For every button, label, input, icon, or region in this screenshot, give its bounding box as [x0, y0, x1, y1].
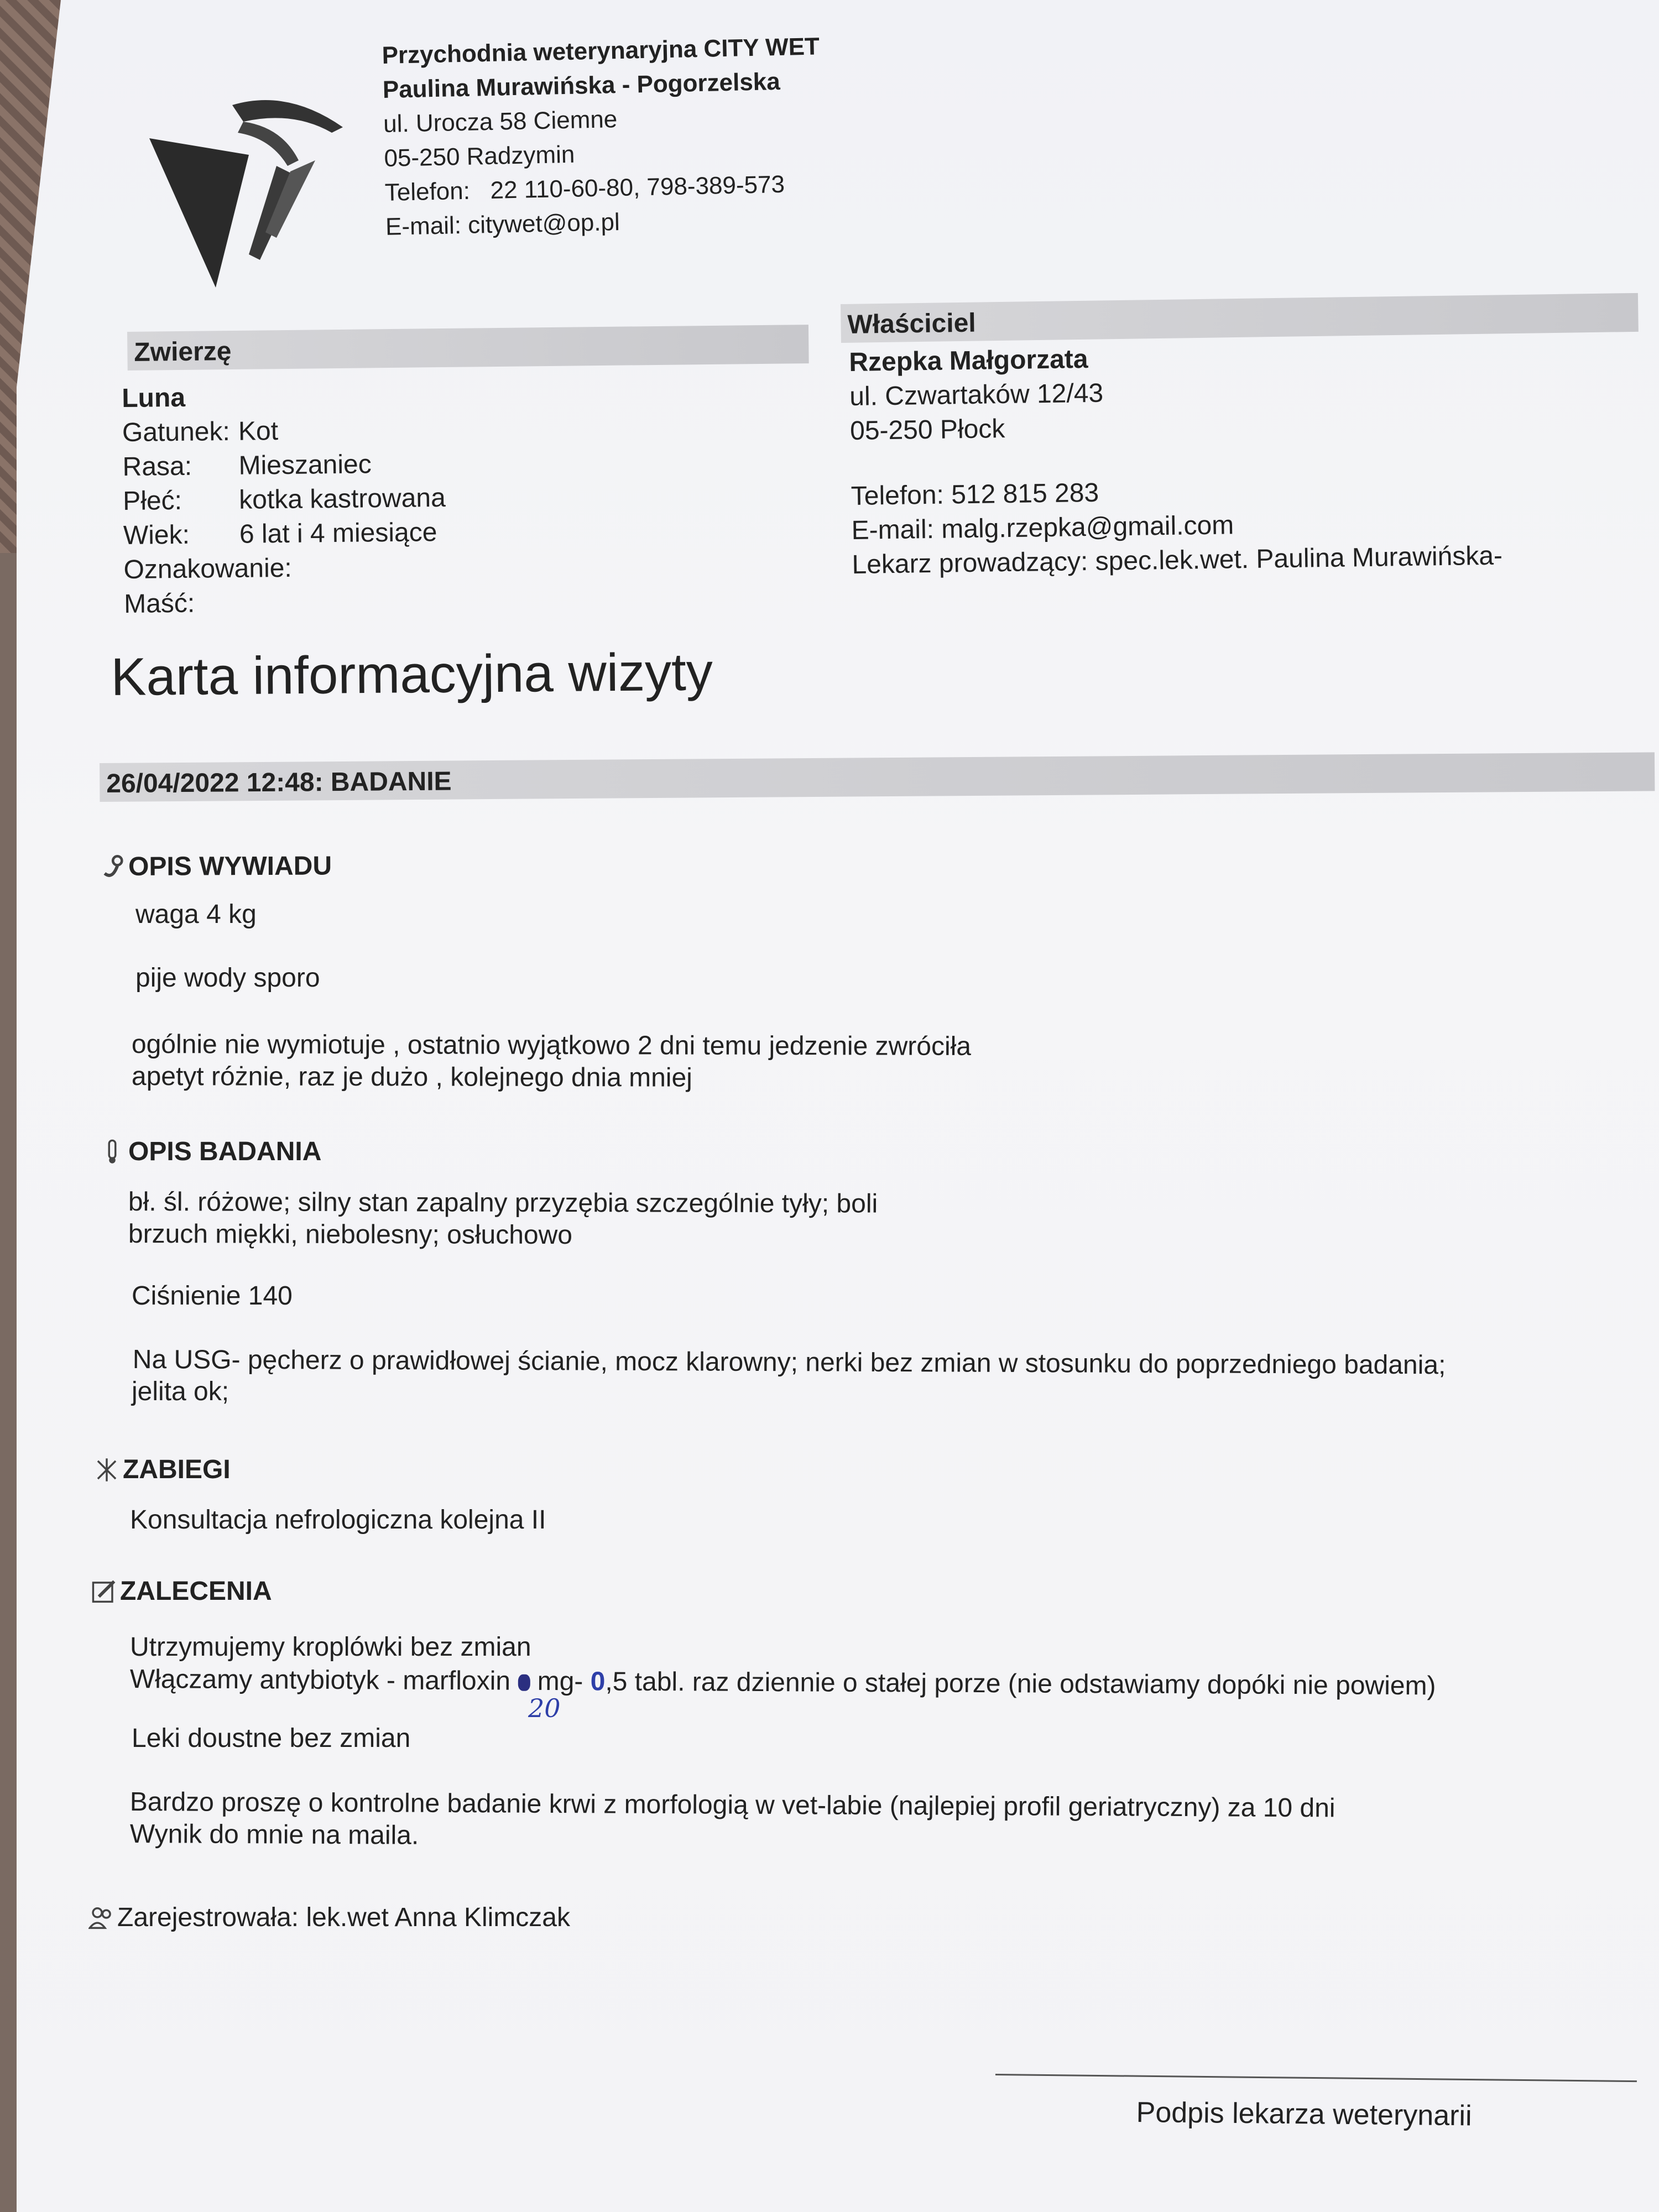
- field-value: Mieszaniec: [238, 450, 372, 481]
- stethoscope-icon: [100, 854, 125, 879]
- handwritten-dose: 20: [528, 1693, 561, 1723]
- clinic-street: ul. Urocza 58 Ciemne: [383, 106, 618, 138]
- recommendation-line: Utrzymujemy kroplówki bez zmian: [130, 1632, 531, 1662]
- clinic-logo: [149, 94, 348, 288]
- owner-email: E-mail: malg.rzepka@gmail.com: [851, 510, 1234, 545]
- recommendations-heading-text: ZALECENIA: [120, 1577, 272, 1606]
- exam-line: bł. śl. różowe; silny stan zapalny przyzębia szczególnie tyły; boli: [128, 1187, 878, 1219]
- exam-heading: [100, 1136, 321, 1167]
- exam-heading-text: OPIS BADANIA: [128, 1137, 322, 1166]
- attending-doctor: Lekarz prowadzący: spec.lek.wet. Paulina Murawińska-: [852, 541, 1503, 580]
- interview-heading-text: OPIS WYWIADU: [128, 851, 332, 881]
- owner-heading: Właściciel: [841, 293, 1639, 343]
- registered-by: [88, 1902, 570, 1933]
- field-value: kotka kastrowana: [238, 483, 446, 515]
- field-label: Wiek:: [123, 520, 190, 550]
- exam-line: jelita ok;: [132, 1377, 229, 1406]
- page-title: Karta informacyjna wizyty: [111, 642, 713, 707]
- animal-field-row: [122, 447, 445, 484]
- recommendation-line: Bardzo proszę o kontrolne badanie krwi z morfologią w vet-labie (najlepiej profil geriatryczny) za 10 dni: [129, 1787, 1335, 1823]
- dose-instructions: ,5 tabl. raz dziennie o stałej porze (nie odstawiamy dopóki nie powiem): [605, 1667, 1436, 1701]
- field-label: Maść:: [123, 588, 195, 619]
- owner-city: 05-250 Płock: [849, 414, 1005, 446]
- antibiotic-text: Włączamy antybiotyk - marfloxin: [129, 1665, 518, 1696]
- owner-street: ul. Czwartaków 12/43: [849, 378, 1104, 411]
- pencil-icon: [91, 1579, 117, 1604]
- field-label: Płeć:: [122, 486, 182, 516]
- clinic-info: [382, 29, 823, 244]
- recommendation-line: Leki doustne bez zmian: [132, 1724, 411, 1753]
- handwritten-zero: 0: [590, 1667, 606, 1697]
- field-value: Kot: [238, 416, 279, 446]
- scissors-icon: [94, 1457, 119, 1483]
- animal-field-row: [122, 413, 445, 450]
- procedures-heading: [94, 1454, 231, 1485]
- recommendation-line: Wynik do mnie na maila.: [129, 1819, 419, 1850]
- clinic-owner: Paulina Murawińska - Pogorzelska: [382, 67, 781, 103]
- ink-blot: [518, 1674, 530, 1691]
- thermometer-icon: [100, 1139, 125, 1165]
- animal-field-row: [124, 584, 447, 622]
- clinic-name: Przychodnia weterynaryjna CITY WET: [382, 33, 820, 69]
- animal-field-row: [123, 481, 446, 519]
- interview-line: apetyt różnie, raz je dużo , kolejnego dnia mniej: [131, 1062, 692, 1093]
- exam-line: Na USG- pęcherz o prawidłowej ścianie, mocz klarowny; nerki bez zmian w stosunku do poprzedniego badania;: [132, 1345, 1446, 1380]
- interview-line: pije wody sporo: [135, 963, 320, 993]
- animal-info: [122, 378, 447, 622]
- interview-heading: [100, 851, 332, 882]
- exam-line: brzuch miękki, niebolesny; osłuchowo: [128, 1219, 573, 1250]
- animal-heading: Zwierzę: [127, 325, 809, 371]
- animal-name: Luna: [122, 383, 186, 413]
- owner-name: Rzepka Małgorzata: [849, 344, 1088, 377]
- procedures-heading-text: ZABIEGI: [123, 1455, 231, 1484]
- interview-line: waga 4 kg: [135, 900, 257, 929]
- owner-info: [849, 337, 1503, 582]
- clinic-phone-value: 22 110-60-80, 798-389-573: [490, 170, 785, 204]
- exam-line: Ciśnienie 140: [132, 1281, 293, 1311]
- clinic-email: E-mail: citywet@op.pl: [385, 208, 620, 241]
- field-value: 6 lat i 4 miesiące: [239, 518, 437, 549]
- signature-label: Podpis lekarza weterynarii: [1136, 2096, 1472, 2132]
- people-icon: [88, 1905, 114, 1931]
- interview-line: ogólnie nie wymiotuje , ostatnio wyjątkowo 2 dni temu jedzenie zwróciła: [131, 1030, 972, 1061]
- registered-by-text: Zarejestrowała: lek.wet Anna Klimczak: [117, 1903, 570, 1932]
- clinic-city: 05-250 Radzymin: [384, 140, 575, 172]
- animal-field-row: [123, 550, 446, 587]
- procedures-line: Konsultacja nefrologiczna kolejna II: [130, 1505, 546, 1535]
- clinic-phone-label: Telefon:: [384, 177, 471, 206]
- recommendation-line: [130, 1663, 1436, 1702]
- dose-text: mg-: [530, 1666, 591, 1697]
- animal-field-row: [123, 515, 446, 553]
- recommendations-heading: [91, 1576, 272, 1606]
- field-label: Gatunek:: [122, 416, 231, 447]
- visit-header: 26/04/2022 12:48: BADANIE: [100, 752, 1655, 802]
- field-label: Oznakowanie:: [123, 553, 292, 585]
- field-label: Rasa:: [122, 451, 192, 482]
- owner-phone: Telefon: 512 815 283: [851, 478, 1099, 511]
